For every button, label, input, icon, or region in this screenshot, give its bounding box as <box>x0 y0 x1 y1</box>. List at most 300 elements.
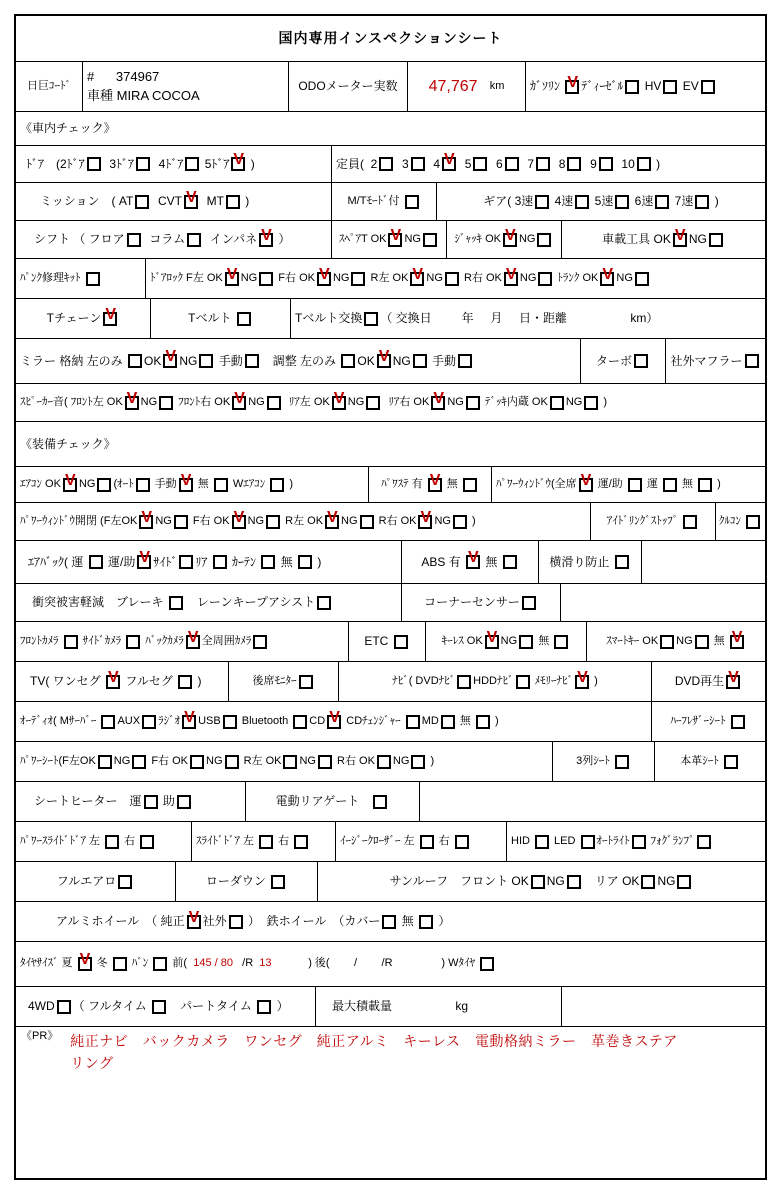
label: ｴｱｺﾝ OK <box>20 477 61 490</box>
cb-airbag-none[interactable] <box>298 555 312 569</box>
cb-aftermarket-muffler[interactable] <box>745 354 759 368</box>
label: NG <box>676 634 693 647</box>
mission-row <box>16 183 765 221</box>
power-window-cell <box>492 467 765 502</box>
cb-gear-5[interactable] <box>615 195 629 209</box>
cb-sp-rr-ng[interactable] <box>466 396 480 410</box>
cb-tools-ok[interactable] <box>673 233 687 247</box>
cb-t-belt-exchange[interactable] <box>364 312 378 326</box>
label: サンルーフ フロント OK <box>389 874 529 889</box>
cb-turbo[interactable] <box>634 354 648 368</box>
cb-t-belt[interactable] <box>237 312 251 326</box>
cb-dl-trunk-ok[interactable] <box>600 272 614 286</box>
cb-oneseg[interactable] <box>106 675 120 689</box>
cb-pw-driver[interactable] <box>663 478 677 492</box>
cb-keyless-ok[interactable] <box>485 635 499 649</box>
label: ﾌﾛﾝﾄ右 OK <box>175 395 231 408</box>
label: ﾘｱ <box>195 554 211 569</box>
label: NG <box>206 754 223 767</box>
cb-4wd[interactable] <box>57 1000 71 1014</box>
cb-pwo-rr-ng[interactable] <box>453 515 467 529</box>
cb-gear-4[interactable] <box>575 195 589 209</box>
full-aero-cell <box>16 862 176 901</box>
label: 電動リアゲート <box>275 794 372 809</box>
cb-tire-van[interactable] <box>153 957 167 971</box>
cb-dl-rr-ok[interactable] <box>504 272 518 286</box>
label: 運/助 <box>594 477 626 490</box>
cb-pseat-fr-ng[interactable] <box>225 755 239 769</box>
cb-seat-heater-driver[interactable] <box>144 795 158 809</box>
label: 4ﾄﾞｱ <box>152 156 184 171</box>
cb-slide-left[interactable] <box>259 835 273 849</box>
label: フルセグ <box>122 674 177 689</box>
cb-radio[interactable] <box>182 715 196 729</box>
cb-power-slide-right[interactable] <box>140 835 154 849</box>
cb-easy-closer-right[interactable] <box>455 835 469 849</box>
cb-pwo-rr-ok[interactable] <box>418 515 432 529</box>
cb-ev[interactable] <box>701 80 715 94</box>
label: ｻｲﾄﾞｶﾒﾗ <box>79 634 125 647</box>
cb-sunroof-front-ng[interactable] <box>567 875 581 889</box>
label: シフト （ フロア <box>34 232 125 247</box>
cb-door-2[interactable] <box>87 157 101 171</box>
cb-memory-navi[interactable] <box>575 675 589 689</box>
cb-jack-ok[interactable] <box>503 233 517 247</box>
label: OK <box>144 353 162 368</box>
cb-pw-all[interactable] <box>579 478 593 492</box>
cb-ac-ok[interactable] <box>63 478 77 492</box>
label: ｶｰﾃﾝ <box>228 554 260 569</box>
label: ローダウン <box>205 874 270 889</box>
label: CD <box>309 714 326 727</box>
cb-mirror-fold-manual[interactable] <box>245 354 259 368</box>
cb-pseat-rl-ng[interactable] <box>318 755 332 769</box>
cb-camera-front[interactable] <box>64 635 78 649</box>
cb-pw-none[interactable] <box>698 478 712 492</box>
label: Wｴｱｺﾝ <box>229 477 269 490</box>
collision-cell <box>16 584 402 621</box>
cb-keyless-none[interactable] <box>554 635 568 649</box>
speaker-cell <box>16 384 765 421</box>
cb-cruise-control[interactable] <box>746 515 760 529</box>
cb-mt-mode[interactable] <box>405 195 419 209</box>
cb-audio-none[interactable] <box>476 715 490 729</box>
door-cell <box>16 146 332 182</box>
cb-sp-deck-ng[interactable] <box>584 396 598 410</box>
cb-usb[interactable] <box>223 715 237 729</box>
cb-airbag-curtain[interactable] <box>261 555 275 569</box>
puncture-kit-cell <box>16 259 146 298</box>
cb-leather-seat[interactable] <box>724 755 738 769</box>
label: 4 <box>426 156 441 171</box>
shift-row <box>16 221 765 259</box>
label: 7 <box>520 156 535 171</box>
cb-tools-ng[interactable] <box>709 233 723 247</box>
cb-psteer-no[interactable] <box>463 478 477 492</box>
cb-mirror-adjust-left-only[interactable] <box>341 354 355 368</box>
cb-pseat-rr-ok[interactable] <box>377 755 391 769</box>
cb-shift-column[interactable] <box>187 233 201 247</box>
max-load-cell <box>316 987 562 1026</box>
cb-cap-9[interactable] <box>599 157 613 171</box>
cb-ac-ng[interactable] <box>97 478 111 492</box>
cb-dl-rr-ng[interactable] <box>538 272 552 286</box>
label: （ 交換日 年 月 日・距離 km） <box>380 311 659 326</box>
cb-sp-fl-ng[interactable] <box>159 396 173 410</box>
cb-w-tire[interactable] <box>480 957 494 971</box>
cb-ac-manual[interactable] <box>179 478 193 492</box>
label: ｽﾏｰﾄｷｰ OK <box>606 634 659 647</box>
label: TV( ワンセグ <box>30 674 104 689</box>
label: NG <box>179 353 198 368</box>
cb-hid[interactable] <box>535 835 549 849</box>
label: DVD再生 <box>674 674 725 689</box>
cb-cap-6[interactable] <box>505 157 519 171</box>
label: ｼﾞｬｯｷ OK <box>454 232 501 245</box>
page-title: 国内専用インスペクションシート <box>278 30 503 47</box>
cb-auto-light[interactable] <box>632 835 646 849</box>
max-load-label: 最大積載量 kg <box>332 999 469 1014</box>
cb-mirror-fold-left-only[interactable] <box>128 354 142 368</box>
label: ﾊｰﾌﾚｻﾞｰｼｰﾄ <box>670 714 729 727</box>
cb-cap-4[interactable] <box>442 157 456 171</box>
cb-rear-monitor[interactable] <box>299 675 313 689</box>
mirror-row <box>16 339 765 384</box>
label: ﾊﾟﾜｽﾃ 有 <box>381 477 426 490</box>
cb-easy-closer-left[interactable] <box>420 835 434 849</box>
tv-cell <box>16 662 229 701</box>
cb-md[interactable] <box>441 715 455 729</box>
cb-bluetooth[interactable] <box>293 715 307 729</box>
cb-cap-2[interactable] <box>379 157 393 171</box>
label: ﾊﾞﾝ <box>128 957 152 970</box>
cb-puncture-kit[interactable] <box>86 272 100 286</box>
label: ) <box>652 156 661 171</box>
cb-led[interactable] <box>581 835 595 849</box>
cb-door-4[interactable] <box>185 157 199 171</box>
cb-full-aero[interactable] <box>118 875 132 889</box>
label: NG <box>434 514 451 527</box>
gear-cell <box>437 183 765 220</box>
label: ｲｰｼﾞｰｸﾛｰｻﾞｰ 左 <box>340 834 418 847</box>
label: Tベルト <box>188 311 235 326</box>
label: 衝突被害軽減 ブレーキ <box>32 595 167 610</box>
cb-gear-6[interactable] <box>655 195 669 209</box>
cb-psteer-yes[interactable] <box>428 478 442 492</box>
cb-jack-ng[interactable] <box>537 233 551 247</box>
label: フルエアロ <box>56 874 117 889</box>
cb-door-5[interactable] <box>231 157 245 171</box>
label: ﾘｱ右 OK <box>382 395 430 408</box>
doorlock-cell <box>146 259 765 298</box>
label: NG <box>247 514 265 527</box>
model-name: 車種 MIRA COCOA <box>87 88 200 103</box>
cb-sp-fr-ng[interactable] <box>267 396 281 410</box>
power-slide-cell <box>16 822 192 861</box>
cb-camera-side[interactable] <box>126 635 140 649</box>
cb-dl-fl-ok[interactable] <box>225 272 239 286</box>
label: ) <box>591 674 598 687</box>
cb-dl-fr-ng[interactable] <box>351 272 365 286</box>
cb-lowdown[interactable] <box>271 875 285 889</box>
cb-dl-rl-ng[interactable] <box>445 272 459 286</box>
cb-tire-summer[interactable] <box>78 957 92 971</box>
cb-dvd-navi[interactable] <box>457 675 471 689</box>
cb-power-rear-gate[interactable] <box>373 795 387 809</box>
cb-aeb-brake[interactable] <box>169 596 183 610</box>
fuel-diesel-label: ﾃﾞｨｰｾﾞﾙ <box>581 79 624 94</box>
cb-slide-right[interactable] <box>294 835 308 849</box>
title-row <box>16 16 765 62</box>
cb-aux[interactable] <box>142 715 156 729</box>
label: R右 OK <box>460 271 502 284</box>
label: NG <box>404 232 421 245</box>
label: CDﾁｪﾝｼﾞｬｰ <box>343 714 404 727</box>
label: 3 <box>395 156 409 171</box>
odo-value: 47,767 <box>428 77 478 95</box>
wheel-cell <box>16 902 765 941</box>
cb-tire-winter[interactable] <box>113 957 127 971</box>
label: HDDﾅﾋﾞ <box>473 674 514 687</box>
cb-pwo-fr-ng[interactable] <box>266 515 280 529</box>
tire-front-rim: 13 <box>259 957 272 970</box>
label: F右 OK <box>275 271 315 284</box>
cb-mirror-fold-ng[interactable] <box>199 354 213 368</box>
label: R左 OK <box>367 271 409 284</box>
cb-alloy-aftermarket[interactable] <box>229 915 243 929</box>
label: ﾄﾗﾝｸ OK <box>554 271 599 284</box>
cb-gear-7[interactable] <box>695 195 709 209</box>
label: 5 <box>458 156 472 171</box>
label: ｵｰﾄﾗｲﾄ <box>596 834 630 847</box>
cb-mirror-adjust-manual[interactable] <box>458 354 472 368</box>
cb-ac-double[interactable] <box>270 478 284 492</box>
cb-cap-3[interactable] <box>411 157 425 171</box>
cb-gasoline[interactable] <box>565 80 579 94</box>
cb-fog-lamp[interactable] <box>697 835 711 849</box>
cb-pwo-fr-ok[interactable] <box>232 515 246 529</box>
cb-seat-heater-passenger[interactable] <box>177 795 191 809</box>
label: 無 <box>710 634 728 647</box>
label: NG <box>519 271 537 284</box>
lowdown-cell <box>176 862 318 901</box>
cb-shift-floor[interactable] <box>127 233 141 247</box>
label: R右 OK <box>375 514 417 527</box>
cb-diesel[interactable] <box>625 80 639 94</box>
cb-sparet-ng[interactable] <box>423 233 437 247</box>
odo-unit: km <box>477 79 505 92</box>
label: NG <box>392 754 410 767</box>
cb-pwo-rl-ok[interactable] <box>325 515 339 529</box>
label: MT <box>199 194 224 209</box>
power-steering-cell <box>369 467 492 502</box>
label: /R <box>232 957 260 970</box>
section-equipment-label: 《装備チェック》 <box>20 436 116 451</box>
cb-pwo-fl-ng[interactable] <box>174 515 188 529</box>
vehicle-id-cell <box>83 62 289 111</box>
cb-parttime[interactable] <box>257 1000 271 1014</box>
label: 冬 <box>93 957 111 970</box>
cb-sunroof-front-ok[interactable] <box>531 875 545 889</box>
label: NG <box>392 353 411 368</box>
cb-idling-stop[interactable] <box>683 515 697 529</box>
cb-cvt[interactable] <box>184 195 198 209</box>
cb-esc[interactable] <box>615 555 629 569</box>
cb-fulltime[interactable] <box>152 1000 166 1014</box>
turbo-cell <box>581 339 666 383</box>
cb-fullseg[interactable] <box>178 675 192 689</box>
cb-dvd-play[interactable] <box>726 675 740 689</box>
cb-sunroof-rear-ok[interactable] <box>641 875 655 889</box>
cb-cap-10[interactable] <box>637 157 651 171</box>
label: R左 OK <box>282 514 324 527</box>
cb-airbag-driver[interactable] <box>89 555 103 569</box>
cb-shift-inpane[interactable] <box>259 233 273 247</box>
t-belt-cell <box>151 299 291 338</box>
cb-lane-keep[interactable] <box>317 596 331 610</box>
wheel-row <box>16 902 765 942</box>
label: 5速 <box>591 194 614 209</box>
label: 運/助 <box>104 554 136 569</box>
label: ) <box>427 754 435 767</box>
cb-camera-around[interactable] <box>253 635 267 649</box>
cb-cd[interactable] <box>327 715 341 729</box>
cb-airbag-front[interactable] <box>137 555 151 569</box>
label: 無 <box>398 914 418 929</box>
fourwd-cell <box>16 987 316 1026</box>
label: NG <box>341 514 358 527</box>
label: 8 <box>552 156 566 171</box>
label: NG <box>347 395 365 408</box>
label: レーンキープアシスト <box>184 595 316 610</box>
cb-keyless-ng[interactable] <box>519 635 533 649</box>
label: 本革ｼｰﾄ <box>680 754 722 767</box>
label: ABS 有 <box>421 554 464 569</box>
tire-front-width-ratio: 145 / 80 <box>193 957 233 970</box>
label: NG <box>140 395 158 408</box>
cb-sp-deck-ok[interactable] <box>550 396 564 410</box>
cb-door-3[interactable] <box>136 157 150 171</box>
cb-smartkey-ng[interactable] <box>695 635 709 649</box>
label: ｷｰﾚｽ OK <box>441 634 483 647</box>
cb-pseat-fr-ok[interactable] <box>190 755 204 769</box>
cb-mirror-adjust-ng[interactable] <box>413 354 427 368</box>
cb-third-row-seat[interactable] <box>615 755 629 769</box>
capacity-cell <box>332 146 765 182</box>
idling-stop-cell <box>591 503 716 540</box>
label: (ｵｰﾄ <box>113 477 134 490</box>
label: 3ﾄﾞｱ <box>102 156 135 171</box>
cb-sparet-ok[interactable] <box>388 233 402 247</box>
cb-hdd-navi[interactable] <box>516 675 530 689</box>
label: R右 OK <box>333 754 375 767</box>
cb-pseat-rr-ng[interactable] <box>411 755 425 769</box>
jack-cell <box>447 221 562 258</box>
cb-ac-none[interactable] <box>214 478 228 492</box>
code-label-cell <box>16 62 83 111</box>
cb-half-leather-seat[interactable] <box>731 715 745 729</box>
cb-pseat-fl-ng[interactable] <box>132 755 146 769</box>
cb-alloy-oem[interactable] <box>187 915 201 929</box>
cb-power-slide-left[interactable] <box>105 835 119 849</box>
audio-cell <box>16 702 652 741</box>
cb-dl-fl-ng[interactable] <box>259 272 273 286</box>
cb-t-chain[interactable] <box>103 312 117 326</box>
cb-at[interactable] <box>135 195 149 209</box>
cb-mt[interactable] <box>226 195 240 209</box>
label: インパネ <box>203 232 258 247</box>
cb-cap-8[interactable] <box>567 157 581 171</box>
cb-pwo-fl-ok[interactable] <box>139 515 153 529</box>
section-interior-cell <box>16 112 765 145</box>
cb-cap-5[interactable] <box>473 157 487 171</box>
cb-pseat-rl-ok[interactable] <box>283 755 297 769</box>
sunroof-cell <box>318 862 765 901</box>
cb-cd-changer[interactable] <box>406 715 420 729</box>
label: ﾗｼﾞｵ <box>158 714 181 727</box>
cb-airbag-rear[interactable] <box>213 555 227 569</box>
doorlock-row <box>16 259 765 299</box>
label: NG <box>155 514 172 527</box>
cb-pseat-fl-ok[interactable] <box>98 755 112 769</box>
label: ｽﾍﾟｱT OK <box>339 232 387 245</box>
label: 運 <box>643 477 661 490</box>
cb-airbag-side[interactable] <box>179 555 193 569</box>
collision-row <box>16 584 765 622</box>
cb-dl-rl-ok[interactable] <box>410 272 424 286</box>
label: ﾊﾟﾜｰｼｰﾄ(F左OK <box>20 754 96 767</box>
cb-pw-front[interactable] <box>628 478 642 492</box>
cb-sp-fl-ok[interactable] <box>125 396 139 410</box>
cb-etc[interactable] <box>394 635 408 649</box>
cb-steel-none[interactable] <box>419 915 433 929</box>
seat-heater-cell <box>16 782 246 821</box>
cb-smartkey-none[interactable] <box>730 635 744 649</box>
cb-sp-rl-ng[interactable] <box>366 396 380 410</box>
cb-corner-sensor[interactable] <box>522 596 536 610</box>
label: アルミホイール （ 純正 <box>56 914 185 929</box>
cb-hv[interactable] <box>663 80 677 94</box>
cb-sp-rl-ok[interactable] <box>332 396 346 410</box>
cb-gear-3[interactable] <box>535 195 549 209</box>
cb-smartkey-ok[interactable] <box>660 635 674 649</box>
cb-sunroof-rear-ng[interactable] <box>677 875 691 889</box>
abs-cell <box>402 541 539 583</box>
cb-dl-fr-ok[interactable] <box>317 272 331 286</box>
cb-cap-7[interactable] <box>536 157 550 171</box>
cb-sp-fr-ok[interactable] <box>232 396 246 410</box>
cb-pwo-rl-ng[interactable] <box>360 515 374 529</box>
label: 定員( 2 <box>336 156 378 171</box>
label: ﾊﾟﾜｰｽﾗｲﾄﾞﾄﾞｱ 左 <box>20 834 104 847</box>
cb-ac-auto[interactable] <box>136 478 150 492</box>
cb-sp-rr-ok[interactable] <box>431 396 445 410</box>
label: 無 <box>678 477 697 490</box>
cb-music-server[interactable] <box>101 715 115 729</box>
cb-abs-no[interactable] <box>503 555 517 569</box>
label: NG <box>78 477 96 490</box>
cb-steel-cover[interactable] <box>382 915 396 929</box>
cb-camera-back[interactable] <box>186 635 200 649</box>
label: 無 <box>443 477 461 490</box>
cb-mirror-fold-ok[interactable] <box>163 354 177 368</box>
label: ETC <box>364 634 392 649</box>
fuel-cell <box>526 62 765 111</box>
cb-abs-yes[interactable] <box>466 555 480 569</box>
cb-dl-trunk-ng[interactable] <box>635 272 649 286</box>
lights-cell <box>507 822 765 861</box>
cb-mirror-adjust-ok[interactable] <box>377 354 391 368</box>
